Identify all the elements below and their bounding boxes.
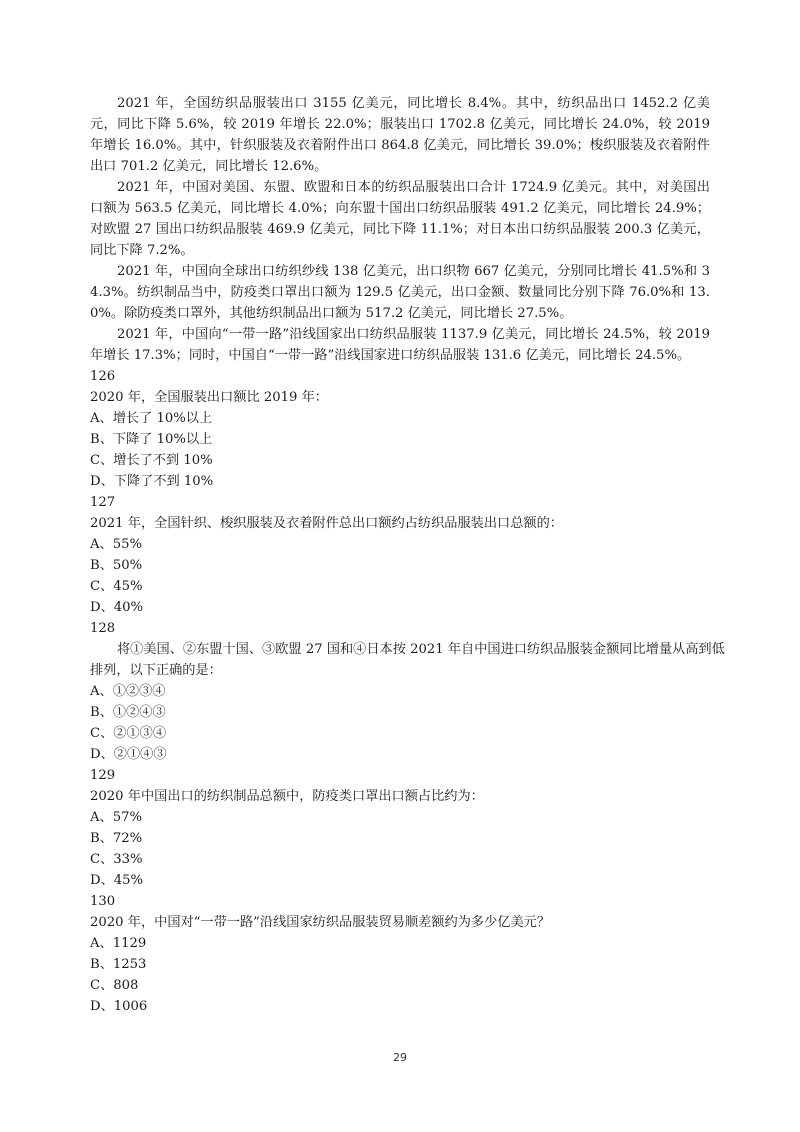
option-d: D、45% <box>90 873 144 888</box>
question-number: 129 <box>90 768 116 783</box>
option-c: C、33% <box>90 852 143 867</box>
question-number: 127 <box>90 495 116 510</box>
option-d: D、40% <box>90 600 144 615</box>
page-number: 29 <box>393 1051 407 1064</box>
option-b: B、72% <box>90 831 143 846</box>
option-d: D、下降了不到 10% <box>90 474 214 489</box>
question-number: 130 <box>90 894 116 909</box>
option-a: A、55% <box>90 537 143 552</box>
option-a: A、增长了 10%以上 <box>90 411 213 426</box>
paragraph-3: 2021 年，中国向全球出口纺织纱线 138 亿美元，出口织物 667 亿美元，分别同比增长 41.5%和 34.3%。纺织制品当中，防疫类口罩出口额为 129.5 亿美元，出口金额、数量同比分别下降 76.0%和 13.0%。除防疫类口罩外，其他纺织制品出口额为 517.2 亿美元，同比增长 27.5%。 <box>90 264 710 321</box>
option-b: B、下降了 10%以上 <box>90 432 213 447</box>
option-b: B、①②④③ <box>90 705 166 720</box>
paragraph-4: 2021 年，中国向“一带一路”沿线国家出口纺织品服装 1137.9 亿美元，同比增长 24.5%，较 2019 年增长 17.3%；同时，中国自“一带一路”沿线国家进口纺织品服装 131.6 亿美元，同比增长 24.5%。 <box>90 327 710 363</box>
question-127 <box>90 492 710 618</box>
option-a: A、57% <box>90 810 143 825</box>
option-d: D、②①④③ <box>90 747 167 762</box>
question-128 <box>90 618 725 765</box>
option-b: B、50% <box>90 558 143 573</box>
option-a: A、①②③④ <box>90 684 166 699</box>
option-c: C、②①③④ <box>90 726 167 741</box>
page-content <box>90 93 725 1017</box>
question-number: 128 <box>90 621 116 636</box>
question-stem: 2020 年中国出口的纺织制品总额中，防疫类口罩出口额占比约为： <box>90 789 484 804</box>
paragraph-2: 2021 年，中国对美国、东盟、欧盟和日本的纺织品服装出口合计 1724.9 亿美元。其中，对美国出口额为 563.5 亿美元，同比增长 4.0%；向东盟十国出口纺织品服装 491.2 亿美元，同比增长 24.9%；对欧盟 27 国出口纺织品服装 469.9 亿美元，同比下降 11.1%；对日本出口纺织品服装 200.3 亿美元，同比下降 7.2%。 <box>90 180 710 258</box>
question-number: 126 <box>90 369 116 384</box>
question-126 <box>90 366 710 492</box>
question-stem: 将①美国、②东盟十国、③欧盟 27 国和④日本按 2021 年自中国进口纺织品服装金额同比增量从高到低排列，以下正确的是： <box>90 642 725 678</box>
option-d: D、1006 <box>90 999 148 1014</box>
question-130 <box>90 891 710 1017</box>
question-stem: 2020 年，中国对“一带一路”沿线国家纺织品服装贸易顺差额约为多少亿美元？ <box>90 915 551 930</box>
question-stem: 2021 年，全国针织、梭织服装及衣着附件总出口额约占纺织品服装出口总额的： <box>90 516 563 531</box>
option-b: B、1253 <box>90 957 147 972</box>
option-c: C、增长了不到 10% <box>90 453 213 468</box>
question-129 <box>90 765 710 891</box>
option-a: A、1129 <box>90 936 147 951</box>
option-c: C、45% <box>90 579 143 594</box>
paragraph-1: 2021 年，全国纺织品服装出口 3155 亿美元，同比增长 8.4%。其中，纺织品出口 1452.2 亿美元，同比下降 5.6%，较 2019 年增长 22.0%；服装出口 1702.8 亿美元，同比增长 24.0%，较 2019 年增长 16.0%。其中，针织服装及衣着附件出口 864.8 亿美元，同比增长 39.0%；梭织服装及衣着附件出口 701.2 亿美元，同比增长 12.6%。 <box>90 96 710 174</box>
option-c: C、808 <box>90 978 139 993</box>
question-stem: 2020 年，全国服装出口额比 2019 年： <box>90 390 328 405</box>
